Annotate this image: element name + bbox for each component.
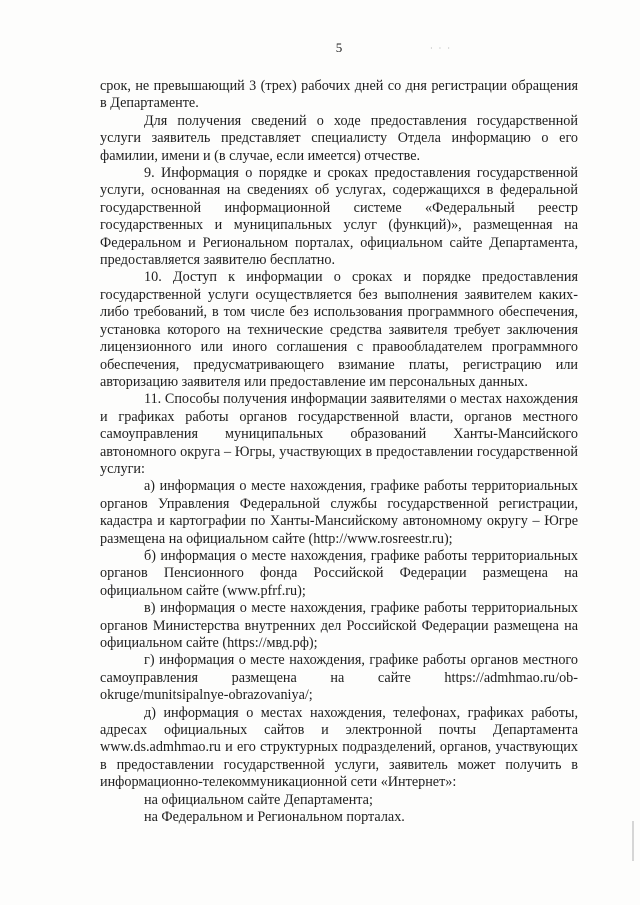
document-body: [100, 78, 578, 826]
paragraph-11: 11. Способы получения информации заявителями о местах нахождения и графиках работы органов государственной власти, органов местного самоуправления муниципальных образований Ханты-Мансийского автономного округа – Югры, участвующих в предоставлении государственной услуги:: [100, 391, 578, 477]
paragraph-11-g: г) информация о месте нахождения, графике работы органов местного самоуправления размещена на сайте https://admhmao.ru/ob-okruge/munitsipalnye-obrazovaniya/;: [100, 652, 578, 704]
scan-edge-mark: [632, 821, 634, 861]
paragraph-status-request: Для получения сведений о ходе предоставления государственной услуги заявитель представляет специалисту Отдела информацию о его фамилии, имени и (в случае, если имеется) отчестве.: [100, 112, 578, 164]
paragraph-9: 9. Информация о порядке и сроках предоставления государственной услуги, основанная на сведениях об услугах, содержащихся в федеральной государственной информационной системе «Федеральный реестр государственных и муниципальных услуг (функций)», размещенная на Федеральном и Региональном порталах, официальном сайте Департамента, предоставляется заявителю бесплатно.: [100, 165, 578, 269]
paragraph-11-b: б) информация о месте нахождения, графике работы территориальных органов Пенсионного фонда Российской Федерации размещена на официальном сайте (www.pfrf.ru);: [100, 547, 578, 599]
paragraph-10: 10. Доступ к информации о сроках и порядке предоставления государственной услуги осуществляется без выполнения заявителем каких-либо требований, в том числе без использования программного обеспечения, установка которого на технические средства заявителя требует заключения лицензионного или иного соглашения с правообладателем программного обеспечения, предусматривающего взимание платы, регистрацию или авторизацию заявителя или предоставление им персональных данных.: [100, 269, 578, 390]
page-number: 5: [335, 40, 343, 55]
paragraph-11-v: в) информация о месте нахождения, графике работы территориальных органов Министерства внутренних дел Российской Федерации размещена на официальном сайте (https://мвд.рф);: [100, 600, 578, 651]
paragraph-11-a: а) информация о месте нахождения, графике работы территориальных органов Управления Федеральной службы государственной регистрации, кадастра и картографии по Ханты-Мансийскому автономному округу – Югре размещена на официальном сайте (http://www.rosreestr.ru);: [100, 478, 578, 547]
scan-noise: · · ·: [430, 44, 452, 53]
paragraph-deadline-continuation: срок, не превышающий 3 (трех) рабочих дней со дня регистрации обращения в Департаменте.: [100, 78, 578, 112]
paragraph-portals: на Федеральном и Региональном порталах.: [144, 809, 405, 826]
paragraph-official-site: на официальном сайте Департамента;: [144, 791, 373, 808]
paragraph-11-d: д) информация о местах нахождения, телефонах, графиках работы, адресах официальных сайтов и электронной почты Департамента www.ds.admhmao.ru и его структурных подразделений, органов, участвующих в предоставлении государственной услуги, заявитель может получить в информационно-телекоммуникационной сети «Интернет»:: [100, 704, 578, 791]
